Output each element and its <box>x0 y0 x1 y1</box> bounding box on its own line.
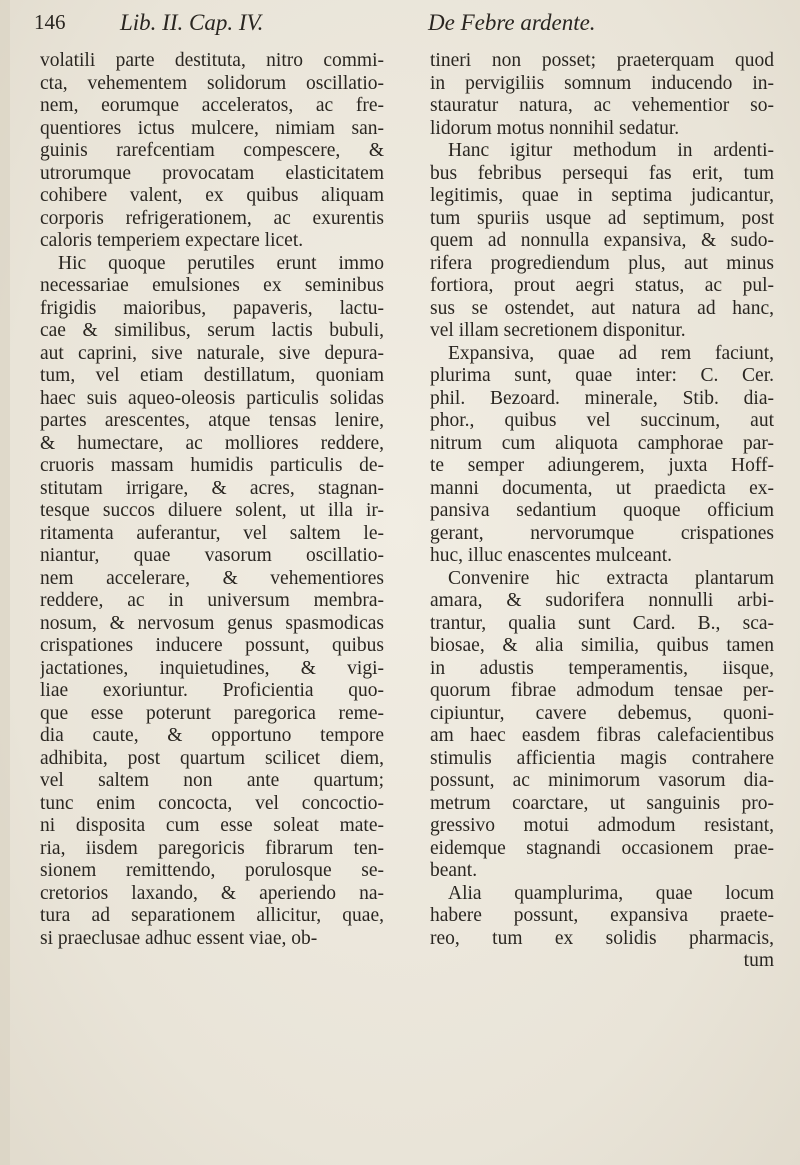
text-line: lidorum motus nonnihil sedatur. <box>430 117 680 139</box>
text-line: gressivo motui admodum resistant, <box>430 815 774 836</box>
text-line: nosum, & nervosum genus spasmodicas <box>40 612 384 634</box>
text-line: tum <box>743 950 774 971</box>
text-line: legitimis, quae in septima judicantur, <box>430 185 774 206</box>
left-column <box>40 50 384 950</box>
text-line: cae & similibus, serum lactis bubuli, <box>40 320 384 341</box>
page-number: 146 <box>34 10 66 34</box>
text-line: beant. <box>430 860 478 881</box>
text-line: cta, vehementem solidorum oscillatio- <box>40 72 384 94</box>
text-line: stimulis afficientia magis contrahere <box>430 747 774 769</box>
text-line: Expansiva, quae ad rem faciunt, <box>448 342 774 364</box>
text-line: eidemque stagnandi occasionem prae- <box>430 837 774 859</box>
text-line: metrum coarctare, ut sanguinis pro- <box>430 792 774 814</box>
text-line: crispationes inducere possunt, quibus <box>40 635 384 656</box>
text-line: utrorumque provocatam elasticitatem <box>40 162 384 184</box>
text-line: guinis rarefcentiam compescere, & <box>40 140 384 161</box>
running-header <box>0 10 800 50</box>
text-line: ria, iisdem paregoricis fibrarum ten- <box>40 837 384 859</box>
text-line: si praeclusae adhuc essent viae, ob- <box>40 927 318 949</box>
text-line: caloris temperiem expectare licet. <box>40 230 304 251</box>
text-line: liae exoriuntur. Proficientia quo- <box>40 680 384 701</box>
text-line: gerant, nervorumque crispationes <box>430 522 774 544</box>
text-line: reddere, ac in universum membra- <box>40 590 384 611</box>
text-line: jactationes, inquietudines, & vigi- <box>40 657 384 679</box>
text-line: phil. Bezoard. minerale, Stib. dia- <box>430 387 774 409</box>
text-line: sus se ostendet, aut natura ad hanc, <box>430 297 774 319</box>
text-line: quentiores ictus mulcere, nimiam san- <box>40 117 384 139</box>
text-line: nitrum cum aliquota camphorae par- <box>430 432 774 454</box>
text-line: amara, & sudorifera nonnulli arbi- <box>430 590 774 611</box>
text-line: tura ad separationem allicitur, quae, <box>40 905 384 926</box>
text-line: stauratur natura, ac vehementior so- <box>430 95 774 116</box>
text-line: Convenire hic extracta plantarum <box>448 567 774 589</box>
right-column <box>430 50 774 973</box>
text-line: tunc enim concocta, vel concoctio- <box>40 792 384 814</box>
text-line: volatili parte destituta, nitro commi- <box>40 50 384 71</box>
text-line: am haec easdem fibras calefacientibus <box>430 725 774 746</box>
text-line: cipiuntur, cavere debemus, quoni- <box>430 702 774 724</box>
text-line: plurima sunt, quae inter: C. Cer. <box>430 365 774 386</box>
text-line: quorum fibrae admodum tensae per- <box>430 680 774 701</box>
text-line: vel illam secretionem disponitur. <box>430 320 686 341</box>
header-left-title: Lib. II. Cap. IV. <box>120 10 264 35</box>
text-line: partes arescentes, atque tensas lenire, <box>40 410 384 431</box>
header-right-title: De Febre ardente. <box>428 10 596 35</box>
text-line: biosae, & alia similia, quibus tamen <box>430 635 774 656</box>
text-line: ritamenta auferantur, vel saltem le- <box>40 522 384 544</box>
text-line: Hanc igitur methodum in ardenti- <box>448 140 774 161</box>
text-line: frigidis maioribus, papaveris, lactu- <box>40 297 384 319</box>
page-edge <box>0 0 10 1165</box>
text-line: tineri non posset; praeterquam quod <box>430 50 774 71</box>
text-line: dia caute, & opportuno tempore <box>40 725 384 746</box>
text-line: manni documenta, ut praedicta ex- <box>430 477 774 499</box>
text-line: & humectare, ac molliores reddere, <box>40 432 384 454</box>
text-line: possunt, ac minimorum vasorum dia- <box>430 770 774 791</box>
text-line: tesque succos diluere solent, ut illa ir- <box>40 500 384 521</box>
text-line: cohibere valent, ex quibus aliquam <box>40 185 384 206</box>
text-line: vel saltem non ante quartum; <box>40 770 384 791</box>
text-line: habere possunt, expansiva praete- <box>430 905 774 926</box>
text-line: ni disposita cum esse soleat mate- <box>40 815 384 836</box>
text-line: quem ad nonnulla expansiva, & sudo- <box>430 230 774 251</box>
text-line: que esse poterunt paregorica reme- <box>40 702 384 724</box>
text-line: stitutam irrigare, & acres, stagnan- <box>40 477 384 499</box>
text-line: in adustis temperamentis, iisque, <box>430 657 774 679</box>
text-line: tum spuriis usque ad septimum, post <box>430 207 774 229</box>
text-line: corporis refrigerationem, ac exurentis <box>40 207 384 229</box>
text-line: tum, vel etiam destillatum, quoniam <box>40 365 384 386</box>
text-line: huc, illuc enascentes mulceant. <box>430 545 673 566</box>
text-line: reo, tum ex solidis pharmacis, <box>430 927 774 949</box>
text-line: niantur, quae vasorum oscillatio- <box>40 545 384 566</box>
text-line: in pervigiliis somnum inducendo in- <box>430 72 774 94</box>
text-line: pansiva sedantium quoque officium <box>430 500 774 521</box>
text-line: aut caprini, sive naturale, sive depura- <box>40 342 384 364</box>
text-line: nem accelerare, & vehementiores <box>40 567 384 589</box>
text-line: phor., quibus vel succinum, aut <box>430 410 774 431</box>
text-line: Hic quoque perutiles erunt immo <box>58 252 384 274</box>
text-line: fortiora, prout aegri status, ac pul- <box>430 275 774 296</box>
text-line: cretorios laxando, & aperiendo na- <box>40 882 384 904</box>
text-line: adhibita, post quartum scilicet diem, <box>40 747 384 769</box>
text-line: haec suis aqueo-oleosis particulis solidas <box>40 387 384 409</box>
text-line: nem, eorumque acceleratos, ac fre- <box>40 95 384 116</box>
text-line: trantur, qualia sunt Card. B., sca- <box>430 612 774 634</box>
text-line: bus febribus persequi fas erit, tum <box>430 162 774 184</box>
text-line: rifera progrediendum plus, aut minus <box>430 252 774 274</box>
text-line: te semper adiungerem, juxta Hoff- <box>430 455 774 476</box>
text-line: sionem remittendo, porulosque se- <box>40 860 384 881</box>
text-line: Alia quamplurima, quae locum <box>448 882 774 904</box>
text-line: cruoris massam humidis particulis de- <box>40 455 384 476</box>
text-line: necessariae emulsiones ex seminibus <box>40 275 384 296</box>
